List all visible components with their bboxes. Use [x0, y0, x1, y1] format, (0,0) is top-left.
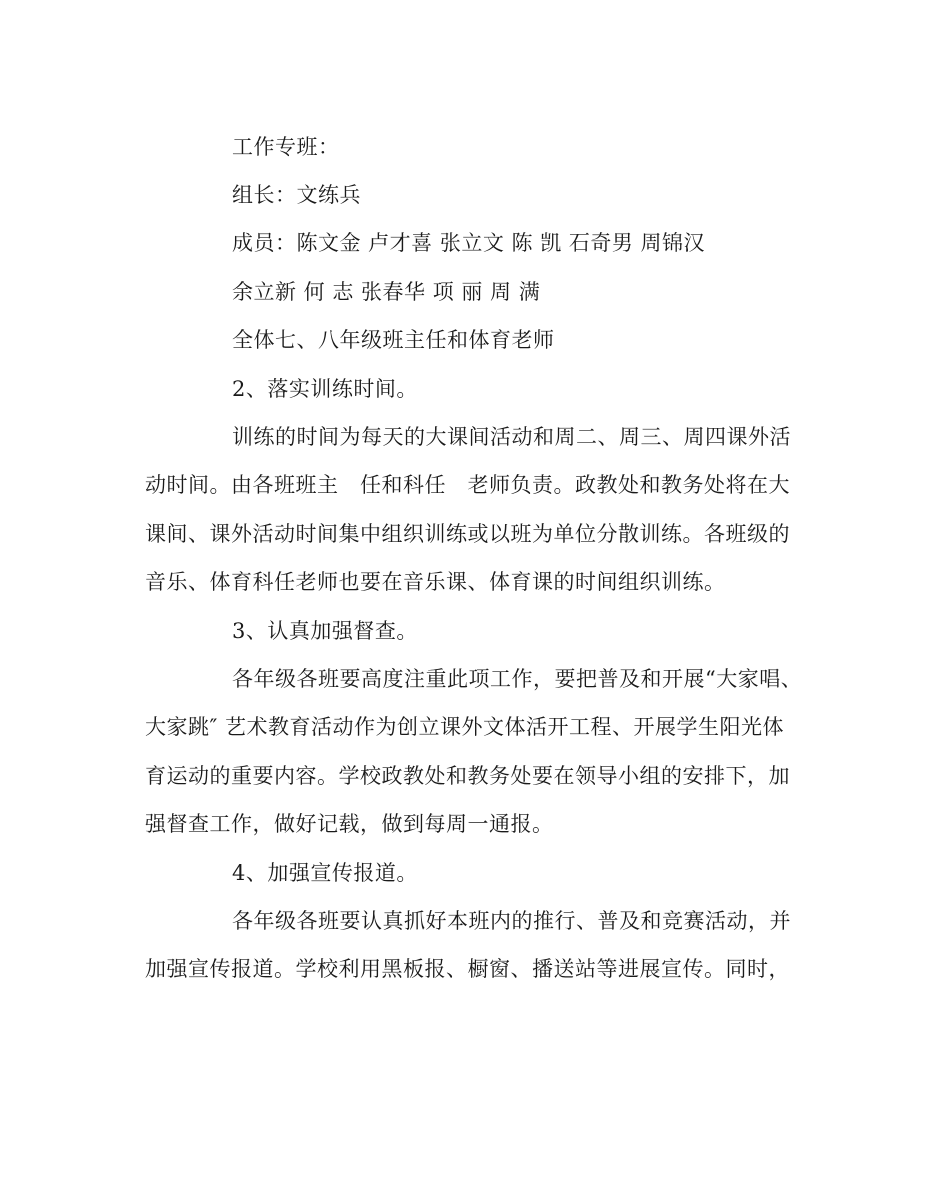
paragraph-line: 加强宣传报道。学校利用黑板报、橱窗、播送站等进展宣传。同时， — [145, 957, 790, 981]
paragraph-line: 育运动的重要内容。学校政教处和教务处要在领导小组的安排下，加 — [145, 764, 790, 788]
paragraph-line: 课间、课外活动时间集中组织训练或以班为单位分散训练。各班级的 — [145, 522, 790, 546]
section-heading-4: 4、加强宣传报道。 — [232, 861, 418, 885]
paragraph-line: 强督查工作，做好记载，做到每周一通报。 — [145, 812, 554, 836]
text-line-members: 成员：陈文金 卢才喜 张立文 陈 凯 石奇男 周锦汉 — [232, 231, 706, 255]
paragraph-line: 动时间。由各班班主 任和科任 老师负责。政教处和教务处将在大 — [145, 473, 790, 497]
section-heading-2: 2、落实训练时间。 — [232, 377, 418, 401]
paragraph-line: 各年级各班要认真抓好本班内的推行、普及和竞赛活动，并 — [232, 909, 791, 933]
paragraph-line: 各年级各班要高度注重此项工作，要把普及和开展“大家唱、 — [232, 667, 803, 691]
section-heading-3: 3、认真加强督查。 — [232, 619, 418, 643]
text-line-members-cont: 余立新 何 志 张春华 项 丽 周 满 — [232, 280, 541, 304]
paragraph-line: 训练的时间为每天的大课间活动和周二、周三、周四课外活 — [232, 425, 791, 449]
text-line-all-teachers: 全体七、八年级班主任和体育老师 — [232, 328, 555, 352]
paragraph-line: 音乐、体育科任老师也要在音乐课、体育课的时间组织训练。 — [145, 570, 726, 594]
text-line-group-leader: 组长：文练兵 — [232, 183, 361, 207]
text-line-work-group: 工作专班： — [232, 135, 340, 159]
paragraph-line: 大家跳″ 艺术教育活动作为创立课外文体活开工程、开展学生阳光体 — [145, 715, 785, 739]
